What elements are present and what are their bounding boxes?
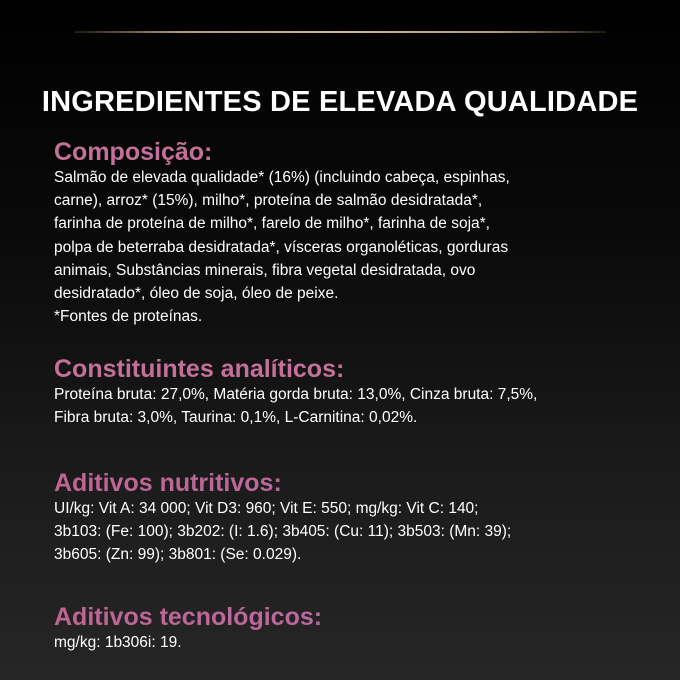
text-line: desidratado*, óleo de soja, óleo de peixe. bbox=[54, 285, 339, 303]
section-heading-aditivos-nutritivos: Aditivos nutritivos: bbox=[54, 469, 654, 497]
section-body-constituintes-analiticos bbox=[54, 383, 654, 429]
section-body-composicao bbox=[54, 166, 654, 328]
text-line: mg/kg: 1b306i: 19. bbox=[54, 634, 182, 651]
text-line: farinha de proteína de milho*, farelo de milho*, farinha de soja*, bbox=[54, 215, 490, 233]
section-heading-constituintes-analiticos: Constituintes analíticos: bbox=[54, 355, 345, 383]
gold-divider-line bbox=[74, 31, 606, 33]
section-constituintes-analiticos bbox=[54, 355, 654, 429]
text-line: Fibra bruta: 3,0%, Taurina: 0,1%, L-Carnitina: 0,02%. bbox=[54, 409, 418, 427]
text-line: animais, Substâncias minerais, fibra vegetal desidratada, ovo bbox=[54, 261, 476, 279]
section-heading-aditivos-tecnologicos: Aditivos tecnológicos: bbox=[54, 603, 654, 631]
text-line: *Fontes de proteínas. bbox=[54, 308, 203, 326]
page-title: INGREDIENTES DE ELEVADA QUALIDADE bbox=[41, 86, 639, 119]
text-line: Proteína bruta: 27,0%, Matéria gorda bruta: 13,0%, Cinza bruta: 7,5%, bbox=[54, 386, 538, 403]
section-body-aditivos-nutritivos bbox=[54, 497, 654, 567]
text-line: 3b103: (Fe: 100); 3b202: (I: 1.6); 3b405: (Cu: 11); 3b503: (Mn: 39); bbox=[54, 523, 512, 541]
text-line: polpa de beterraba desidratada*, vísceras organoléticas, gorduras bbox=[54, 238, 509, 256]
section-aditivos-tecnologicos bbox=[54, 603, 654, 654]
section-composicao bbox=[54, 138, 654, 328]
text-line: carne), arroz* (15%), milho*, proteína de salmão desidratada*, bbox=[54, 192, 483, 210]
section-heading-composicao: Composição: bbox=[54, 138, 213, 166]
text-line: UI/kg: Vit A: 34 000; Vit D3: 960; Vit E: 550; mg/kg: Vit C: 140; bbox=[54, 500, 479, 517]
text-line: 3b605: (Zn: 99); 3b801: (Se: 0.029). bbox=[54, 546, 302, 564]
section-aditivos-nutritivos bbox=[54, 469, 654, 567]
text-line: Salmão de elevada qualidade* (16%) (incluindo cabeça, espinhas, bbox=[54, 169, 510, 186]
section-body-aditivos-tecnologicos bbox=[54, 631, 654, 654]
